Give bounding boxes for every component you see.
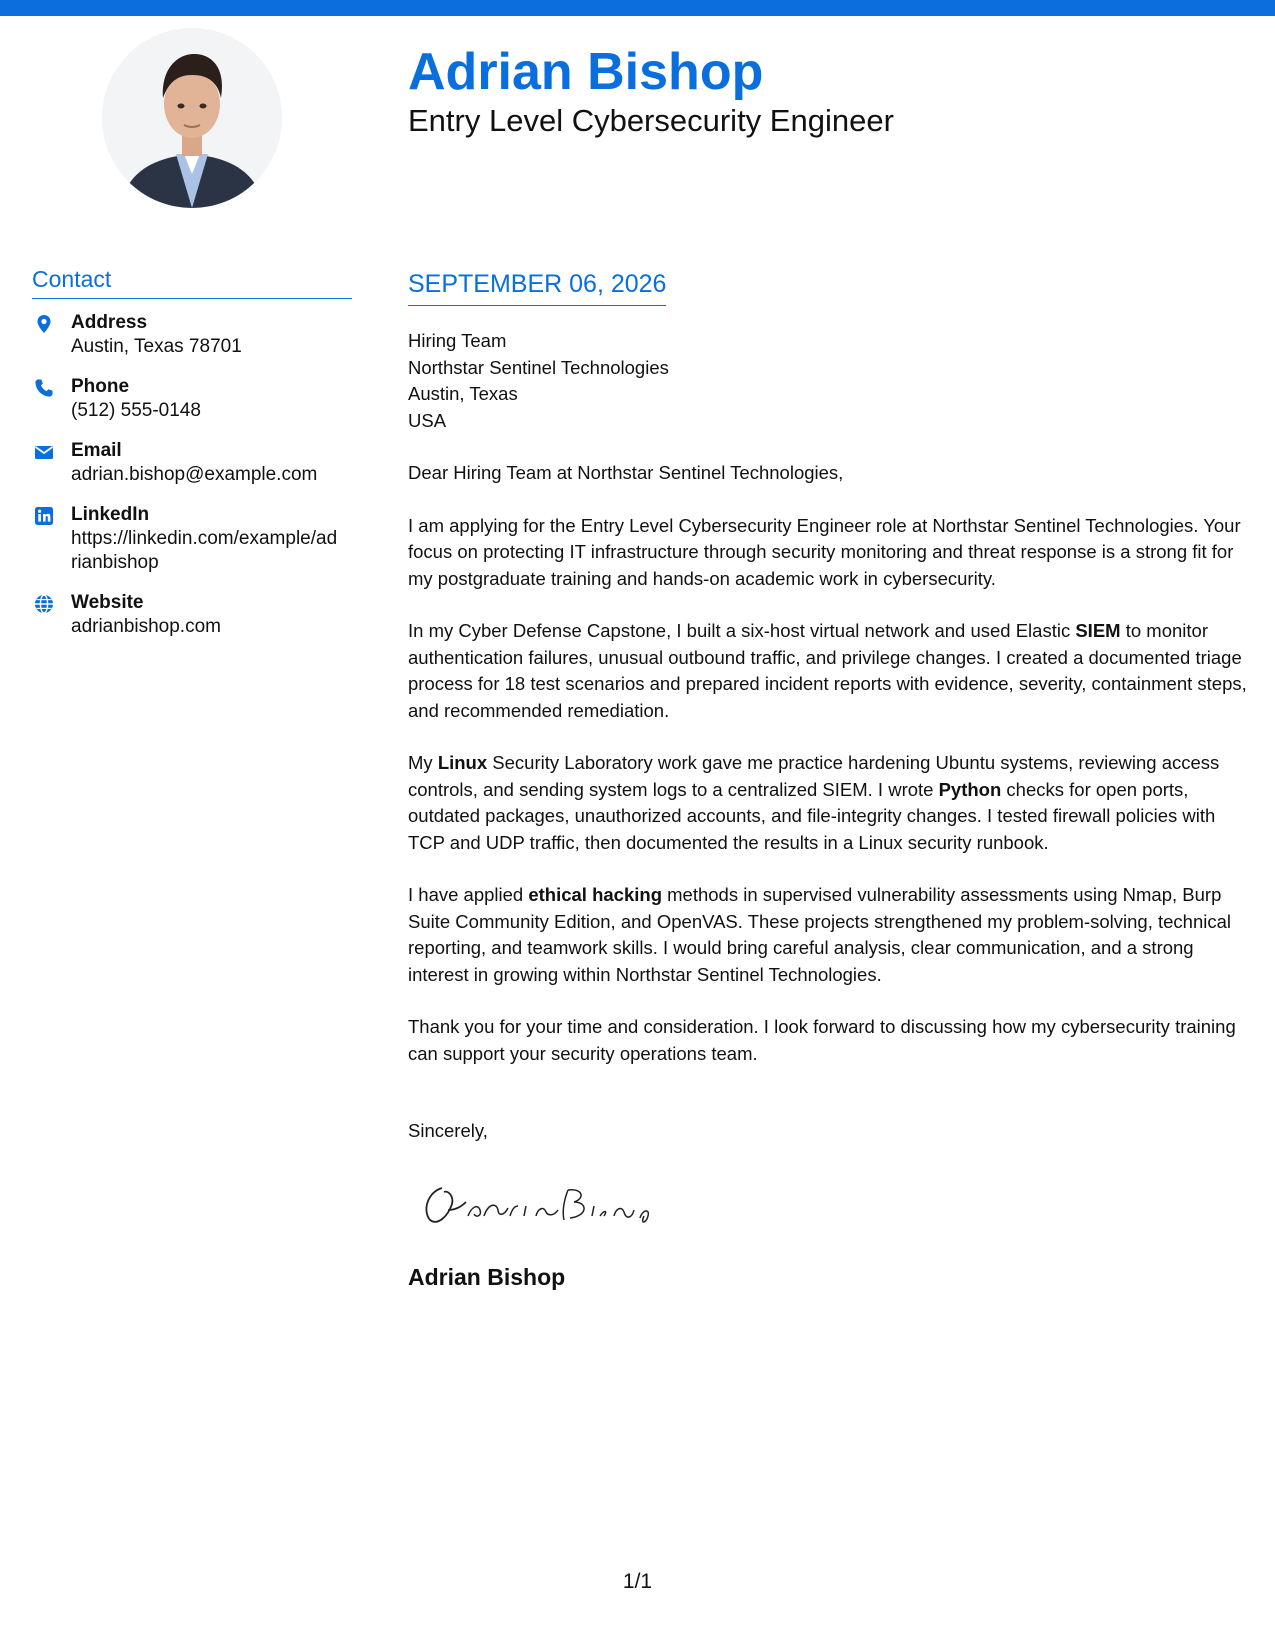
paragraph-capstone [408,618,1256,724]
contact-label: Phone [71,376,130,397]
contact-linkedin [32,503,362,575]
salutation: Dear Hiring Team at Northstar Sentinel Technologies, [408,462,844,483]
contact-value: adrianbishop.com [71,616,221,637]
signer-name: Adrian Bishop [408,1264,566,1290]
text-run: to monitor authentication failures, unusual outbound traffic, and privilege changes. I created a documented triage process for 18 test scenarios and prepared incident reports with evidence, severity, containment steps, and recommended remediation. [408,620,1247,721]
paragraph-intro: I am applying for the Entry Level Cybersecurity Engineer role at Northstar Sentinel Technologies. Your focus on protecting IT infrastructure through security monitoring and threat response is a strong fit for my postgraduate training and hands-on academic work in cybersecurity. [408,514,1241,589]
contact-value: adrian.bishop@example.com [71,464,318,485]
letter-body [408,328,1256,1093]
closing: Sincerely, [408,1120,488,1141]
contact-value-line2: rianbishop [71,552,159,573]
text-run: methods in supervised vulnerability assessments using Nmap, Burp Suite Community Edition, and OpenVAS. These projects strengthened my problem-solving, technical reporting, and teamwork skills. I would bring careful analysis, clear communication, and a strong interest in growing within Northstar Sentinel Technologies. [408,884,1231,985]
paragraph-thanks: Thank you for your time and consideration. I look forward to discussing how my cybersecurity training can support your security operations team. [408,1016,1236,1064]
contact-email [32,439,362,487]
contact-value-line1: https://linkedin.com/example/ad [71,528,338,549]
highlight-python: Python [938,778,1002,800]
linkedin-icon [34,506,54,526]
text-run: Security Laboratory work gave me practice hardening Ubuntu systems, reviewing access controls, and sending system logs to a centralized SIEM. I wrote [408,752,1220,800]
contact-website [32,591,362,639]
page-number: 1/1 [622,1570,653,1593]
globe-icon [34,594,54,614]
profile-photo [102,28,282,208]
contact-label: Email [71,440,122,461]
handwritten-signature [418,1180,658,1228]
text-run: In my Cyber Defense Capstone, I built a six-host virtual network and used Elastic [408,620,1076,641]
recipient-line: USA [408,409,447,431]
contact-heading: Contact [32,266,352,299]
text-run: My [408,752,438,773]
phone-icon [34,378,54,398]
highlight-siem: SIEM [1075,620,1121,641]
applicant-name: Adrian Bishop [408,43,764,101]
job-title: Entry Level Cybersecurity Engineer [408,103,894,138]
top-accent-bar [0,0,1275,16]
contact-value: Austin, Texas 78701 [71,336,242,357]
recipient-line: Northstar Sentinel Technologies [408,356,669,378]
contact-list [32,311,362,639]
recipient-block [408,328,1256,434]
highlight-linux: Linux [437,752,488,773]
text-run: checks for open ports, outdated packages, unauthorized accounts, and file-integrity changes. I tested firewall policies with TCP and UDP traffic, then documented the results in a Linux security runbook. [408,778,1216,853]
map-pin-icon [34,314,54,334]
mail-icon [34,442,54,462]
contact-label: Website [71,592,144,613]
recipient-line: Hiring Team [408,330,507,351]
paragraph-ethical-hacking [408,882,1256,988]
contact-address [32,311,362,359]
recipient-line: Austin, Texas [408,383,518,404]
highlight-ethical-hacking: ethical hacking [528,884,662,905]
contact-label: Address [71,312,148,333]
letter-date: SEPTEMBER 06, 2026 [408,270,666,306]
paragraph-linux [408,750,1256,856]
contact-value: (512) 555-0148 [71,400,201,421]
avatar-illustration [102,28,282,208]
contact-label: LinkedIn [71,504,150,525]
text-run: I have applied [408,884,529,905]
contact-phone [32,375,362,423]
